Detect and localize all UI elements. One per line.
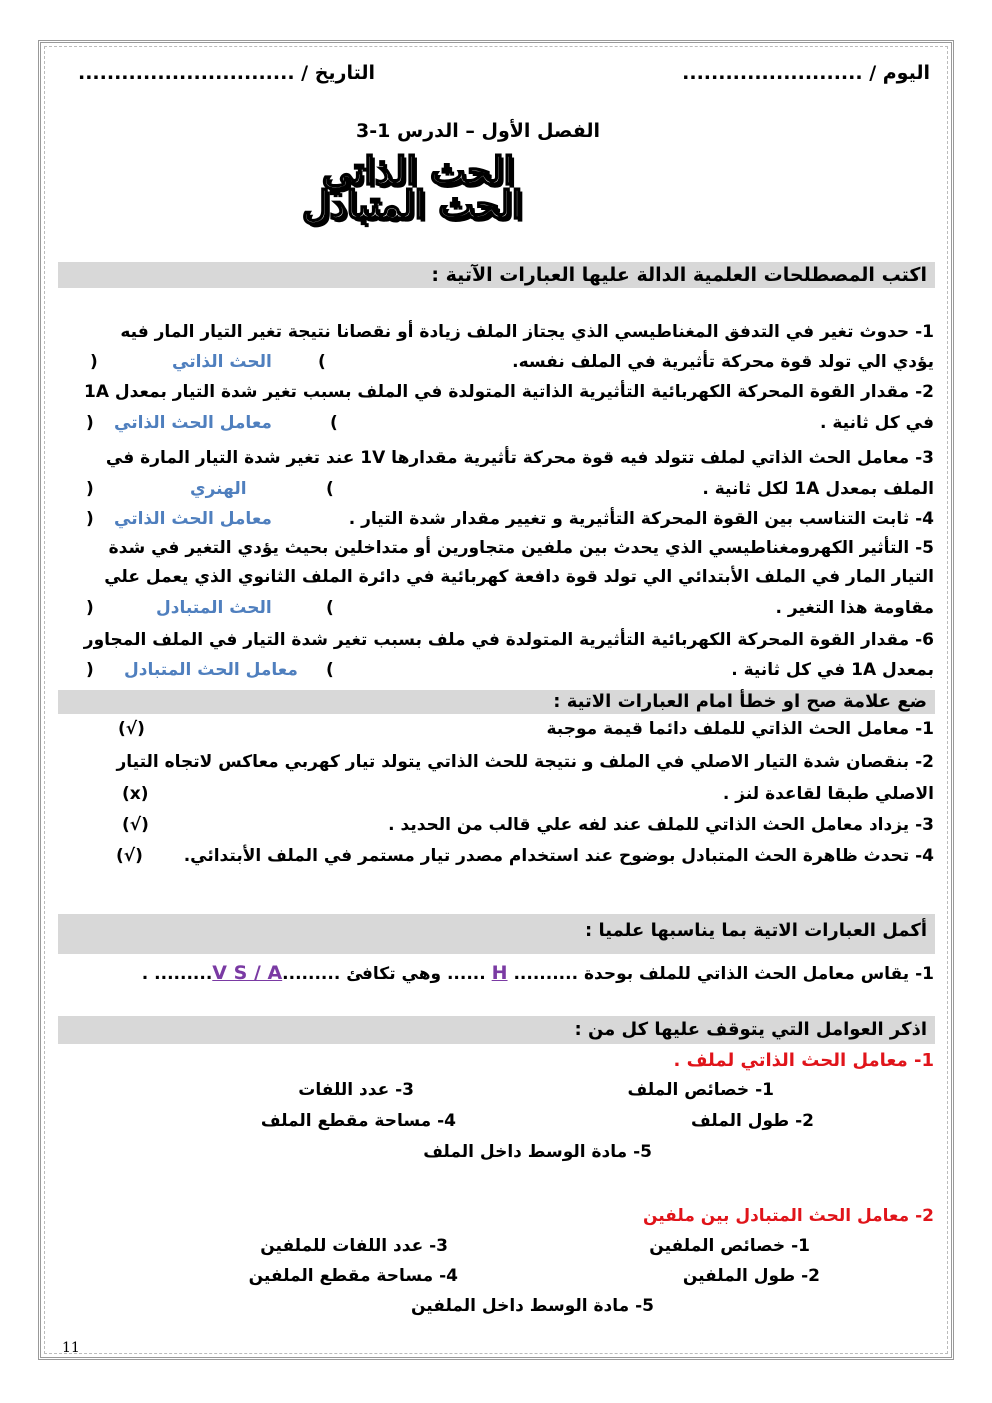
s1-line: بمعدل 1A في كل ثانية . <box>731 660 934 680</box>
sub1-item: 2- طول الملف <box>691 1111 814 1131</box>
chapter-title: الفصل الأول – الدرس 1-3 <box>356 120 601 142</box>
mark-4: (√) <box>116 846 143 866</box>
mark-2: (x) <box>122 784 149 804</box>
paren-close: ) <box>86 598 94 618</box>
sub2-item: 1- خصائص الملفين <box>649 1236 810 1256</box>
s3-text-mid: ...... وهي تكافئ ......... <box>282 964 486 984</box>
paren-close: ) <box>86 660 94 680</box>
s3-answer-equivalent: V S / A <box>212 962 283 984</box>
lesson-title-1: الحث الذاتي <box>322 148 515 193</box>
s1-line: 4- ثابت التناسب بين القوة المحركة التأثيرية و تغيير مقدار شدة التيار . <box>348 509 934 529</box>
paren-close: ) <box>86 413 94 433</box>
day-field: اليوم / ......................... <box>682 62 930 84</box>
answer-5: الحث المتبادل <box>156 598 272 618</box>
sub1-title: 1- معامل الحث الذاتي لملف . <box>673 1050 934 1071</box>
page-number: 11 <box>62 1340 80 1356</box>
s1-line: 2- مقدار القوة المحركة الكهربائية التأثيرية الذاتية المتولدة في الملف بسبب تغير شدة التيار بمعدل 1A <box>83 382 934 402</box>
lesson-title-2: الحث المتبادل <box>302 182 523 227</box>
s2-line: 4- تحدث ظاهرة الحث المتبادل بوضوح عند استخدام مصدر تيار مستمر في الملف الأبتدائي. <box>183 846 934 866</box>
answer-4: معامل الحث الذاتي <box>114 509 272 529</box>
s3-text-end: ......... . <box>141 964 213 984</box>
s1-line: 5- التأثير الكهرومغناطيسي الذي يحدث بين ملفين متجاورين أو متداخلين بحيث يؤدي التغير في شدة <box>108 538 934 558</box>
sub1-item: 3- عدد اللفات <box>298 1080 414 1100</box>
s2-line: 3- يزداد معامل الحث الذاتي للملف عند لفه علي قالب من الحديد . <box>388 815 934 835</box>
section4-heading: اذكر العوامل التي يتوقف عليها كل من : <box>58 1016 935 1044</box>
paren-close: ) <box>90 352 98 372</box>
answer-6: معامل الحث المتبادل <box>124 660 298 680</box>
sub2-item: 4- مساحة مقطع الملفين <box>248 1266 458 1286</box>
mark-3: (√) <box>122 815 149 835</box>
s2-line: 1- معامل الحث الذاتي للملف دائما قيمة موجبة <box>546 719 934 739</box>
sub2-title: 2- معامل الحث المتبادل بين ملفين <box>642 1206 934 1226</box>
s2-line: 2- بنقصان شدة التيار الاصلي في الملف و نتيجة للحث الذاتي يتولد تيار كهربي معاكس لاتجاه التيار <box>116 752 934 772</box>
s1-line: 1- حدوث تغير في التدفق المغناطيسي الذي يجتاز الملف زيادة أو نقصانا نتيجة تغير التيار المار فيه <box>120 322 934 342</box>
s3-answer-unit: H <box>491 962 508 984</box>
sub2-item: 3- عدد اللفات للملفين <box>260 1236 448 1256</box>
answer-3: الهنري <box>190 479 247 499</box>
s1-line: في كل ثانية . <box>819 413 934 433</box>
s3-line <box>142 962 934 984</box>
paren-open: ( <box>318 352 326 372</box>
mark-1: (√) <box>118 719 145 739</box>
s1-line: مقاومة هذا التغير . <box>775 598 934 618</box>
s1-line: 3- معامل الحث الذاتي لملف تتولد فيه قوة محركة تأثيرية مقدارها 1V عند تغير شدة التيار المارة في <box>105 448 934 468</box>
section3-heading: أكمل العبارات الاتية بما يناسبها علميا : <box>58 914 935 954</box>
date-field: التاريخ / .............................. <box>78 62 376 84</box>
s1-line: التيار المار في الملف الأبتدائي الي تولد قوة دافعة كهربائية في دائرة الملف الثانوي الذي يعمل علي <box>104 567 934 587</box>
sub2-item: 2- طول الملفين <box>682 1266 820 1286</box>
s1-line: يؤدي الي تولد قوة محركة تأثيرية في الملف نفسه. <box>512 352 934 372</box>
sub2-item: 5- مادة الوسط داخل الملفين <box>410 1296 654 1316</box>
s3-text-start: 1- يقاس معامل الحث الذاتي للملف بوحدة .......... <box>513 964 934 984</box>
paren-open: ( <box>326 598 334 618</box>
paren-open: ( <box>326 479 334 499</box>
answer-1: الحث الذاتي <box>172 352 272 372</box>
paren-close: ) <box>86 509 94 529</box>
s1-line: 6- مقدار القوة المحركة الكهربائية التأثيرية المتولدة في ملف بسبب تغير شدة التيار في الملف المجاور <box>83 630 934 650</box>
section2-heading: ضع علامة صح او خطأ امام العبارات الاتية : <box>58 690 935 714</box>
sub1-item: 5- مادة الوسط داخل الملف <box>423 1142 652 1162</box>
paren-close: ) <box>86 479 94 499</box>
sub1-item: 1- خصائص الملف <box>627 1080 774 1100</box>
paren-open: ( <box>326 660 334 680</box>
s2-line: الاصلي طبقا لقاعدة لنز . <box>722 784 934 804</box>
paren-open: ( <box>330 413 338 433</box>
section1-heading: اكتب المصطلحات العلمية الدالة عليها العبارات الآتية : <box>58 262 935 288</box>
sub1-item: 4- مساحة مقطع الملف <box>260 1111 456 1131</box>
answer-2: معامل الحث الذاتي <box>114 413 272 433</box>
s1-line: الملف بمعدل 1A لكل ثانية . <box>702 479 934 499</box>
